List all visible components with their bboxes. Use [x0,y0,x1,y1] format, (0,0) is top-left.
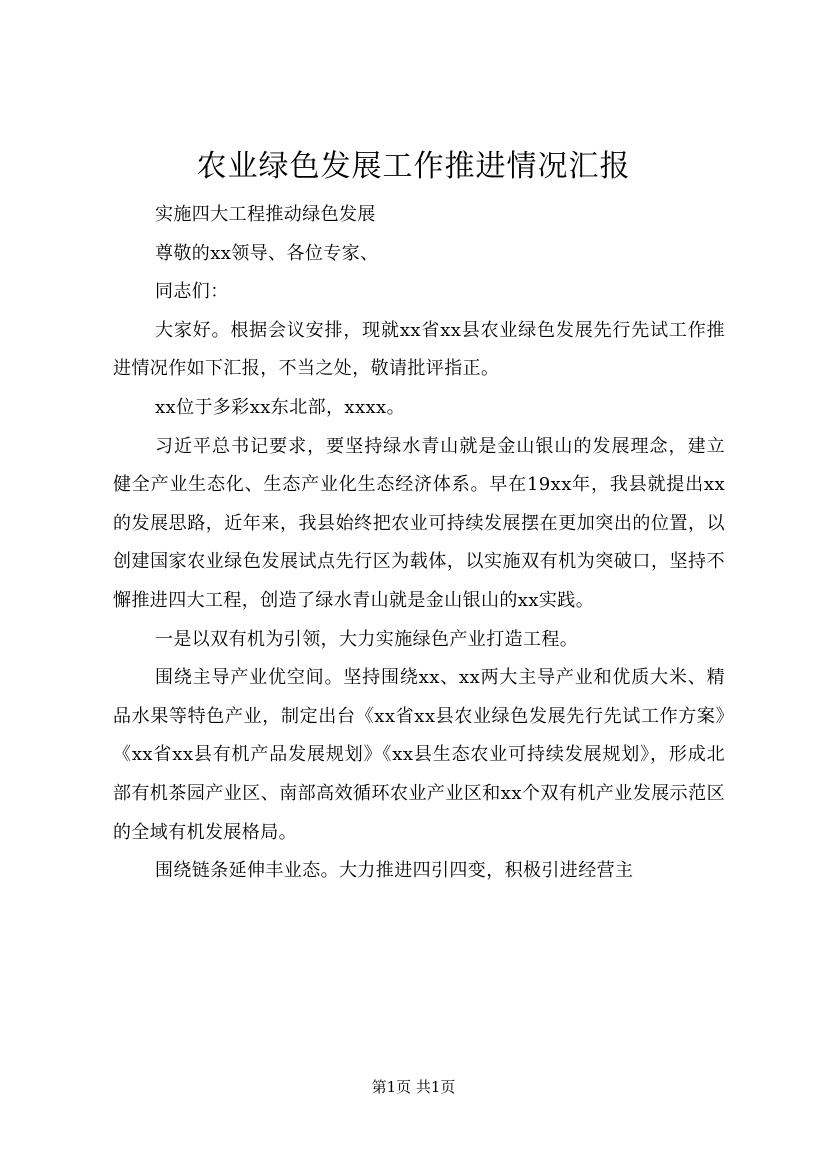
paragraph-subtitle: 实施四大工程推动绿色发展 [155,204,376,225]
paragraph-industry: 围绕主导产业优空间。坚持围绕xx、xx两大主导产业和优质大米、精品水果等特色产业，制定出台《xx省xx县农业绿色发展先行先试工作方案》《xx省xx县有机产品发展规划》《xx县生态农业可持续发展规划》，形成北部有机茶园产业区、南部高效循环农业产业区和xx个双有机产业发展示范区的全域有机发展格局。 [113,667,725,843]
paragraph-background: 习近平总书记要求，要坚持绿水青山就是金山银山的发展理念，建立健全产业生态化、生态产业化生态经济体系。早在19xx年，我县就提出xx的发展思路，近年来，我县始终把农业可持续发展摆在更加突出的位置，以创建国家农业绿色发展试点先行区为载体，以实施双有机为突破口，坚持不懈推进四大工程，创造了绿水青山就是金山银山的xx实践。 [113,435,725,611]
paragraph-location: xx位于多彩xx东北部，xxxx。 [155,396,406,418]
paragraph-salutation-2: 同志们： [155,281,229,303]
paragraph-section-heading: 一是以双有机为引领，大力实施绿色产业打造工程。 [155,628,579,650]
paragraph-greeting: 大家好。根据会议安排，现就xx省xx县农业绿色发展先行先试工作推进情况作如下汇报，不当之处，敬请批评指正。 [113,319,725,380]
document-title: 农业绿色发展工作推进情况汇报 [196,149,631,184]
paragraph-salutation: 尊敬的xx领导、各位专家、 [155,242,379,264]
document-body [113,196,725,891]
page-footer: 第1页 共1页 [371,1078,456,1096]
paragraph-chain: 围绕链条延伸丰业态。大力推进四引四变，积极引进经营主 [155,860,634,882]
